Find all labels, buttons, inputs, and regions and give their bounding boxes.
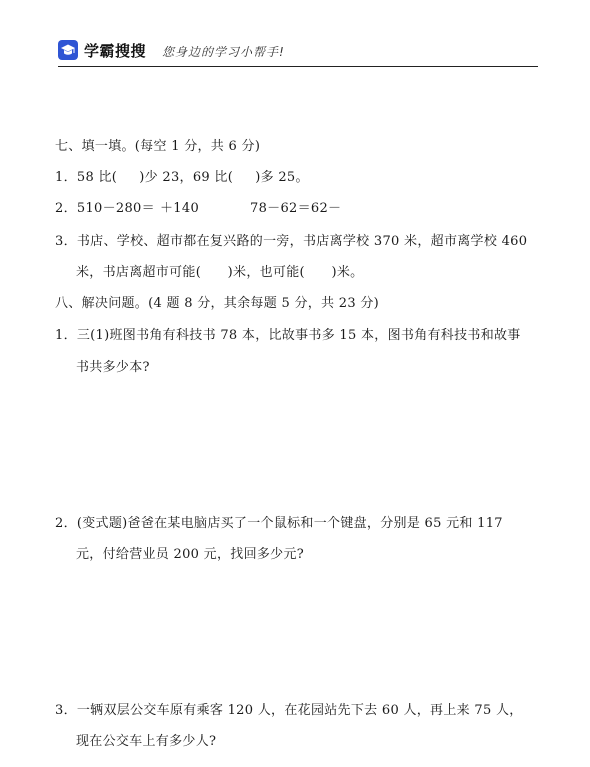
question-8-1-line2: 书共多少本?	[76, 360, 150, 375]
section-8-title: 八、解决问题。(4 题 8 分，其余每题 5 分，共 23 分)	[55, 296, 380, 311]
brand-name: 学霸搜搜	[84, 42, 147, 60]
graduation-cap-logo-icon	[58, 40, 78, 60]
header-divider	[58, 66, 538, 67]
question-8-2-line1: 2．(变式题)爸爸在某电脑店买了一个鼠标和一个键盘，分别是 65 元和 117	[55, 516, 503, 531]
question-7-2b: ＋140	[160, 201, 200, 216]
question-7-1: 1．58 比( )少 23，69 比( )多 25。	[55, 170, 309, 185]
question-8-2-line2: 元，付给营业员 200 元，找回多少元?	[76, 547, 305, 562]
page-header	[58, 38, 538, 68]
question-7-2c: 78－62＝62－	[250, 201, 342, 216]
question-7-3-line1: 3．书店、学校、超市都在复兴路的一旁，书店离学校 370 米，超市离学校 460	[55, 234, 528, 249]
brand-slogan: 您身边的学习小帮手!	[162, 45, 285, 59]
question-7-3-line2: 米，书店离超市可能( )米，也可能( )米。	[76, 265, 364, 280]
question-8-3-line2: 现在公交车上有多少人?	[76, 734, 217, 749]
question-7-2a: 2．510－280＝	[55, 201, 155, 216]
question-8-1-line1: 1．三(1)班图书角有科技书 78 本，比故事书多 15 本，图书角有科技书和故事	[55, 328, 521, 343]
section-7-title: 七、填一填。(每空 1 分，共 6 分)	[55, 139, 261, 154]
question-8-3-line1: 3．一辆双层公交车原有乘客 120 人，在花园站先下去 60 人，再上来 75 人，	[55, 703, 523, 718]
